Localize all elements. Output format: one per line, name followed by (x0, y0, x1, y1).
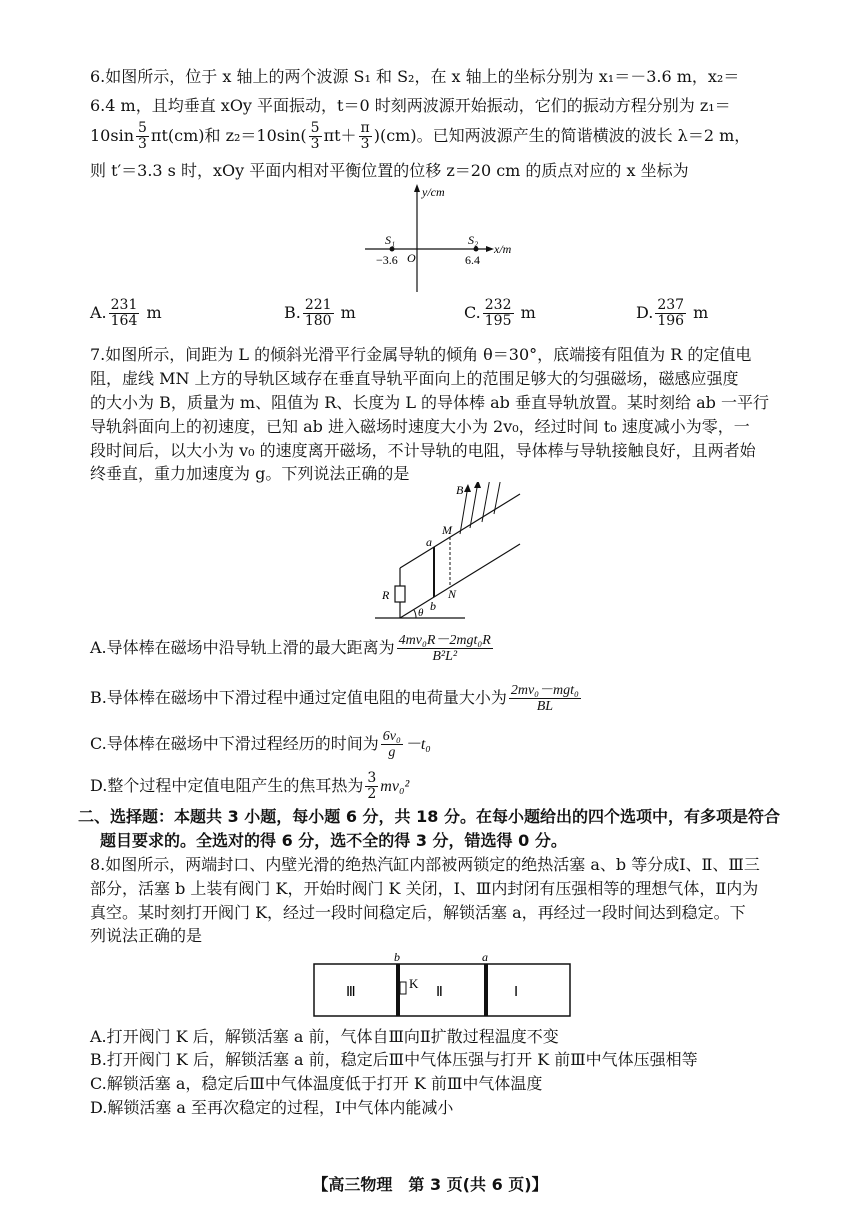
q8-cylinder-figure (308, 950, 578, 1022)
q8-line-1: 8.如图所示，两端封口、内壁光滑的绝热汽缸内部被两锁定的绝热活塞 a、b 等分成Ⅰ、Ⅱ、Ⅲ三 (90, 855, 760, 874)
q7-line-6: 终垂直，重力加速度为 g。下列说法正确的是 (90, 464, 410, 483)
x-axis-label: x/m (494, 242, 512, 256)
b-field-arrow (482, 482, 490, 522)
piston-b-label: b (394, 950, 400, 964)
section-heading-line-2: 题目要求的。全选对的得 6 分，选不全的得 3 分，错选得 0 分。 (100, 831, 567, 850)
x1-label: −3.6 (376, 253, 398, 267)
q6-option-c: C. $\frac{232}{195}$ m (464, 297, 536, 329)
q7-line-2: 阻，虚线 MN 上方的导轨区域存在垂直导轨平面向上的范围足够大的匀强磁场，磁感应强度 (90, 369, 739, 388)
q6-option-a: A. $\frac{231}{164}$ m (90, 297, 162, 329)
q7-option-d: D.整个过程中定值电阻产生的焦耳热为 $\frac{3}{2}$ mv₀² (90, 770, 410, 802)
q7-line-3: 的大小为 B，质量为 m、阻值为 R、长度为 L 的导体棒 ab 垂直导轨放置。某时刻给 ab 一平行 (90, 393, 769, 412)
region-iii-label: Ⅲ (346, 985, 356, 1000)
page-footer: 【高三物理 第 3 页(共 6 页)】 (312, 1175, 548, 1194)
q6-line-2: 6.4 m，且均垂直 xOy 平面振动，t＝0 时刻两波源开始振动，它们的振动方程分别为 z₁＝ (90, 96, 731, 115)
q7-option-c: C.导体棒在磁场中下滑过程经历的时间为 $\frac{\text{6v₀}}{g}$ －t₀ (90, 729, 431, 760)
s1-label: S₁ (385, 233, 396, 247)
origin-label: O (407, 251, 416, 265)
q6-option-b: B. $\frac{221}{180}$ m (284, 297, 356, 329)
q7-option-b: B.导体棒在磁场中下滑过程中通过定值电阻的电荷量大小为 $\frac{\text{2mv₀－mgt₀}}{BL}$ (90, 683, 579, 714)
s1-point (390, 247, 395, 252)
section-heading-line-1: 二、选择题：本题共 3 小题，每小题 6 分，共 18 分。在每小题给出的四个选项中，有多项是符合 (78, 807, 780, 826)
q6-line-1: 6.如图所示，位于 x 轴上的两个波源 S₁ 和 S₂，在 x 轴上的坐标分别为 x₁＝－3.6 m，x₂＝ (90, 67, 740, 86)
region-i-label: Ⅰ (514, 985, 519, 1000)
valve-k (400, 982, 406, 994)
s2-label: S₂ (468, 233, 479, 247)
b-label: B (456, 483, 464, 497)
piston-b (396, 964, 400, 1016)
q8-option-c: C.解锁活塞 a，稳定后Ⅲ中气体温度低于打开 K 前Ⅲ中气体温度 (90, 1074, 543, 1093)
b-end-label: b (430, 599, 436, 613)
fraction: $\frac{5}{3}$ (138, 120, 147, 152)
q7-option-a: A.导体棒在磁场中沿导轨上滑的最大距离为 $\frac{\text{4mv₀R－2mgt₀R}}{\text{B²L²}}$ (90, 633, 491, 664)
region-ii-label: Ⅱ (436, 985, 443, 1000)
q8-line-2: 部分，活塞 b 上装有阀门 K，开始时阀门 K 关闭，Ⅰ、Ⅲ内封闭有压强相等的理想气体，Ⅱ内为 (90, 879, 759, 898)
q8-option-a: A.打开阀门 K 后，解锁活塞 a 前，气体自Ⅲ向Ⅱ扩散过程温度不变 (90, 1027, 559, 1046)
r-label: R (382, 588, 390, 602)
x2-label: 6.4 (465, 253, 480, 267)
q8-option-d: D.解锁活塞 a 至再次稳定的过程，Ⅰ中气体内能减小 (90, 1098, 454, 1117)
fraction: $\frac{\pi}{3}$ (360, 120, 370, 152)
q6-line-4: 则 t′＝3.3 s 时，xOy 平面内相对平衡位置的位移 z＝20 cm 的质点对应的 x 坐标为 (90, 161, 689, 180)
arrow-head (464, 484, 471, 492)
a-label: a (426, 535, 432, 549)
fraction: $\frac{5}{3}$ (310, 120, 320, 152)
q7-line-4: 导轨斜面向上的初速度，已知 ab 进入磁场时速度大小为 2v₀，经过时间 t₀ 速度减小为零，一 (90, 417, 750, 436)
q7-line-5: 段时间后，以大小为 v₀ 的速度离开磁场，不计导轨的电阻，导体棒与导轨接触良好，且两者始 (90, 441, 756, 460)
x-axis-arrow (486, 246, 494, 252)
n-label: N (448, 587, 457, 601)
q8-line-4: 列说法正确的是 (90, 926, 203, 945)
arrow-head (474, 482, 481, 488)
theta-label: θ (418, 607, 424, 619)
resistor (395, 586, 405, 602)
q7-rail-figure (370, 482, 530, 624)
y-axis-label: y/cm (422, 185, 445, 199)
q6-line-3: 10sin $\frac{5}{3}$ πt(cm)和 z₂＝10sin( $\frac{5}{3}$ πt＋ $\frac{\pi}{3}$ )(cm)。已知两波源产生的简谐横波的波长 λ＝2 m， (90, 120, 751, 152)
q6-axes-figure (360, 182, 520, 294)
q6-option-d: D. $\frac{237}{196}$ m (636, 297, 709, 329)
piston-a (484, 964, 488, 1016)
q8-option-b: B.打开阀门 K 后，解锁活塞 a 前，稳定后Ⅲ中气体压强与打开 K 前Ⅲ中气体压强相等 (90, 1050, 698, 1069)
m-label: M (442, 523, 452, 537)
angle-arc (414, 610, 416, 618)
q7-line-1: 7.如图所示，间距为 L 的倾斜光滑平行金属导轨的倾角 θ＝30°，底端接有阻值为 R 的定值电 (90, 345, 752, 364)
valve-k-label: K (409, 976, 419, 991)
s2-point (474, 247, 479, 252)
piston-a-label: a (482, 950, 488, 964)
y-axis-arrow (414, 184, 420, 192)
q8-line-3: 真空。某时刻打开阀门 K，经过一段时间稳定后，解锁活塞 a，再经过一段时间达到稳定。下 (90, 903, 746, 922)
b-field-arrow (494, 482, 502, 514)
